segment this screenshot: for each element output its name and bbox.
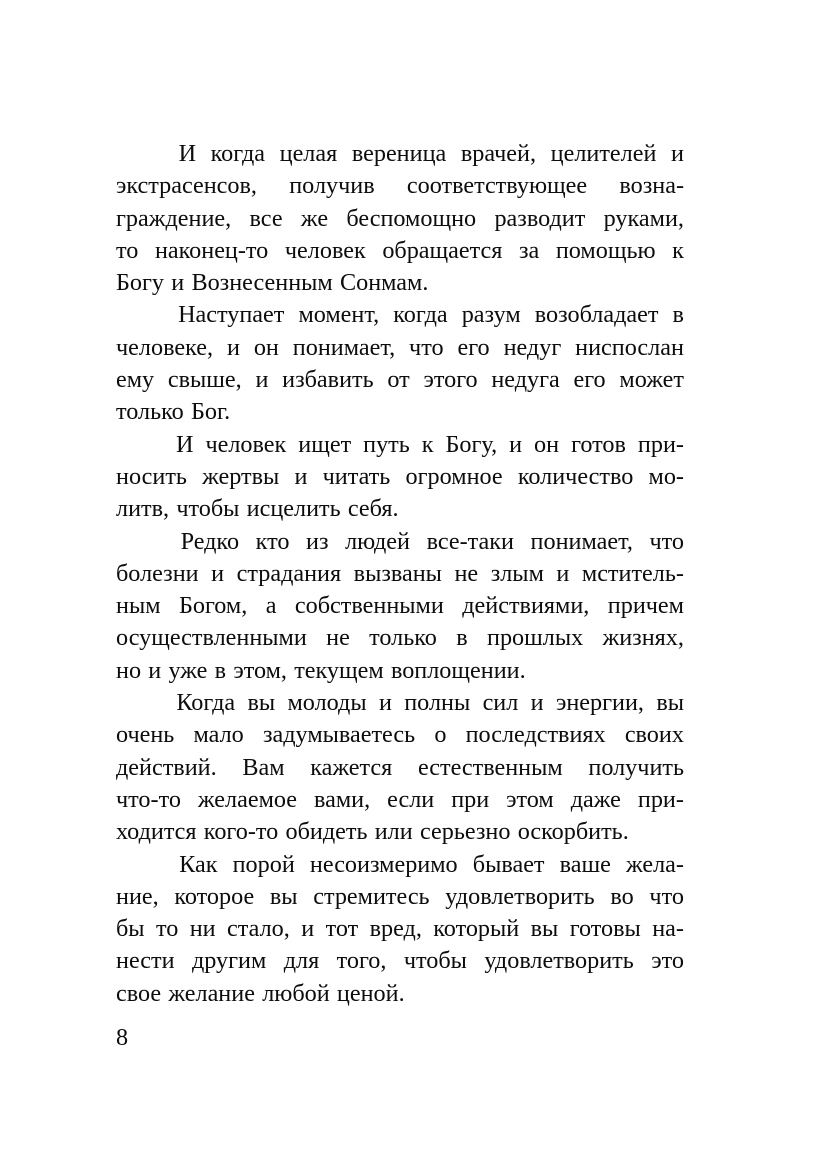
text-line xyxy=(116,170,684,202)
word: во xyxy=(610,882,634,910)
paragraph xyxy=(116,138,684,299)
word: мо- xyxy=(648,462,684,490)
word: Богом, xyxy=(178,592,248,620)
word: даже xyxy=(570,785,621,813)
word: энергии, xyxy=(555,689,644,717)
word: на- xyxy=(652,915,684,943)
word: только xyxy=(369,624,437,652)
word: получить xyxy=(588,753,684,781)
text-line xyxy=(116,364,684,396)
word: воплощении. xyxy=(390,656,526,684)
word: врачей, xyxy=(460,140,537,167)
word: от xyxy=(387,366,410,394)
word: этом xyxy=(506,785,554,813)
word: в xyxy=(214,656,227,684)
word: и xyxy=(378,689,392,717)
word: понимает, xyxy=(530,527,633,555)
word: которое xyxy=(174,882,255,910)
word: И xyxy=(175,430,194,458)
word: Вам xyxy=(242,753,285,781)
word: что xyxy=(409,333,444,361)
word: если xyxy=(387,785,435,813)
word: жертвы xyxy=(202,462,280,490)
word: когда xyxy=(210,140,266,167)
text-line xyxy=(116,913,684,945)
text-line xyxy=(116,978,684,1010)
word: и xyxy=(301,915,315,943)
word: естественным xyxy=(417,753,563,781)
word: Богу xyxy=(116,269,164,297)
word: любой xyxy=(262,979,330,1007)
text-line xyxy=(116,622,684,654)
word: целая xyxy=(279,140,338,167)
word: Вознесенным xyxy=(191,269,333,297)
word: кажется xyxy=(310,753,393,781)
word: момент, xyxy=(298,301,380,329)
word: свыше, xyxy=(167,366,242,394)
word: стало, xyxy=(227,915,290,943)
word: Сонмам. xyxy=(339,269,429,297)
word: а xyxy=(265,592,277,620)
word: и xyxy=(530,689,544,717)
word: причем xyxy=(607,592,684,620)
text-line xyxy=(116,235,684,267)
word: помощью xyxy=(555,236,656,264)
word: из xyxy=(306,527,329,555)
word: серьезно xyxy=(419,818,511,846)
word: того, xyxy=(336,947,387,975)
word: экстрасенсов, xyxy=(116,172,257,200)
text-line xyxy=(116,203,684,235)
word: бывает xyxy=(472,850,545,878)
word: ным xyxy=(116,592,161,620)
word: но xyxy=(116,656,142,684)
word: молоды xyxy=(287,689,367,717)
word: что xyxy=(649,527,684,555)
word: вы xyxy=(530,915,559,943)
word: своих xyxy=(624,721,684,749)
word: мало xyxy=(193,721,244,749)
word: вами, xyxy=(314,785,371,813)
word: и xyxy=(509,430,523,458)
word: текущем xyxy=(294,656,384,684)
word: литв, xyxy=(116,495,170,523)
paragraph xyxy=(116,526,684,687)
word: читать xyxy=(322,462,391,490)
word: нести xyxy=(116,947,175,975)
word: носить xyxy=(116,462,187,490)
word: последствиях xyxy=(465,721,606,749)
word: понимает, xyxy=(292,333,396,361)
text-line xyxy=(116,945,684,977)
word: человеке, xyxy=(116,333,214,361)
word: разум xyxy=(461,301,521,329)
word: уже xyxy=(168,656,208,684)
word: и xyxy=(211,559,225,587)
word: желаемое xyxy=(197,785,298,813)
word: в xyxy=(456,624,468,652)
word: Когда xyxy=(176,689,236,717)
word: Богу, xyxy=(445,430,498,458)
text-line xyxy=(116,558,684,590)
word: и xyxy=(171,269,185,297)
word: вы xyxy=(656,689,684,717)
word: обидеть xyxy=(285,818,368,846)
word: все-таки xyxy=(426,527,514,555)
word: исцелить xyxy=(246,495,341,523)
word: и xyxy=(148,656,162,684)
word: он xyxy=(253,333,279,361)
word: получив xyxy=(289,172,375,200)
text-line xyxy=(116,299,684,331)
word: действиями, xyxy=(462,592,590,620)
word: он xyxy=(534,430,560,458)
word: себя. xyxy=(347,495,399,523)
paragraph xyxy=(116,849,684,1010)
word: ему xyxy=(116,366,155,394)
text-line xyxy=(116,396,684,428)
word: стремитесь xyxy=(313,882,430,910)
word: злым xyxy=(490,559,544,587)
word: этого xyxy=(423,366,478,394)
word: при- xyxy=(637,785,684,813)
word: бы xyxy=(116,915,145,943)
word: разводит xyxy=(494,204,586,232)
word: действий. xyxy=(116,753,217,781)
word: целителей xyxy=(550,140,657,167)
word: возобладает xyxy=(534,301,659,329)
word: ниспослан xyxy=(575,333,684,361)
word: о xyxy=(434,721,447,749)
word: ищет xyxy=(298,430,352,458)
word: граждение, xyxy=(116,204,232,232)
word: чтобы xyxy=(403,947,467,975)
word: человек xyxy=(205,430,287,458)
word: собственными xyxy=(294,592,444,620)
word: при- xyxy=(637,430,684,458)
word: недуг xyxy=(503,333,562,361)
text-line xyxy=(116,784,684,816)
word: соответствующее xyxy=(406,172,588,200)
word: количество xyxy=(517,462,634,490)
word: наконец-то xyxy=(154,236,269,264)
word: очень xyxy=(116,721,175,749)
text-line xyxy=(116,590,684,622)
word: его xyxy=(457,333,490,361)
word: задумываетесь xyxy=(262,721,416,749)
word: то xyxy=(116,236,139,264)
word: обращается xyxy=(382,236,503,264)
word: желание xyxy=(168,979,255,1007)
word: готовы xyxy=(569,915,641,943)
word: и xyxy=(255,366,269,394)
word: за xyxy=(518,236,540,264)
word: мститель- xyxy=(581,559,684,587)
paragraph xyxy=(116,299,684,428)
word: и xyxy=(294,462,308,490)
word: при xyxy=(451,785,490,813)
word: удовлетворить xyxy=(484,947,634,975)
word: прошлых xyxy=(487,624,584,652)
word: страдания xyxy=(236,559,342,587)
text-line xyxy=(116,687,684,719)
text-line xyxy=(116,881,684,913)
word: в xyxy=(672,301,684,329)
paragraph xyxy=(116,687,684,848)
paragraph xyxy=(116,429,684,526)
word: ценой. xyxy=(336,979,405,1007)
word: ваше xyxy=(559,850,611,878)
text-line xyxy=(116,461,684,493)
word: Бог. xyxy=(191,398,231,426)
word: к xyxy=(672,236,684,264)
page-number: 8 xyxy=(116,1024,129,1051)
word: может xyxy=(619,366,684,394)
word: и xyxy=(670,140,684,167)
word: вы xyxy=(247,689,276,717)
word: для xyxy=(283,947,320,975)
word: Как xyxy=(179,850,218,878)
word: вред, xyxy=(369,915,422,943)
word: возна- xyxy=(619,172,684,200)
word: сил xyxy=(482,689,519,717)
word: не xyxy=(326,624,350,652)
word: все xyxy=(249,204,283,232)
word: не xyxy=(454,559,479,587)
word: оскорбить. xyxy=(517,818,629,846)
word: путь xyxy=(363,430,410,458)
word: что-то xyxy=(116,785,181,813)
text-line xyxy=(116,332,684,364)
text-line xyxy=(116,138,684,170)
word: порой xyxy=(232,850,295,878)
word: кого-то xyxy=(203,818,279,846)
word: то xyxy=(155,915,179,943)
word: это xyxy=(651,947,684,975)
text-line xyxy=(116,752,684,784)
word: недуга xyxy=(491,366,560,394)
word: вереница xyxy=(351,140,447,167)
text-line xyxy=(116,849,684,881)
word: этом, xyxy=(233,656,287,684)
word: его xyxy=(573,366,606,394)
word: чтобы xyxy=(176,495,240,523)
word: избавить xyxy=(282,366,374,394)
word: полны xyxy=(404,689,471,717)
word: что xyxy=(649,882,684,910)
word: кто xyxy=(255,527,290,555)
word: вызваны xyxy=(353,559,442,587)
word: человек xyxy=(284,236,366,264)
text-line xyxy=(116,655,684,687)
word: болезни xyxy=(116,559,199,587)
word: жела- xyxy=(625,850,684,878)
word: огромное xyxy=(405,462,503,490)
word: и xyxy=(556,559,570,587)
word: руками, xyxy=(603,204,684,232)
word: удовлетворить xyxy=(445,882,595,910)
word: Наступает xyxy=(178,301,285,329)
word: беспомощно xyxy=(346,204,477,232)
word: жизнях, xyxy=(602,624,684,652)
word: или xyxy=(374,818,413,846)
word: ни xyxy=(189,915,216,943)
word: к xyxy=(421,430,434,458)
word: ние, xyxy=(116,882,159,910)
word: вы xyxy=(269,882,298,910)
word: тот xyxy=(325,915,359,943)
text-line xyxy=(116,493,684,525)
word: несоизмеримо xyxy=(309,850,458,878)
word: свое xyxy=(116,979,162,1007)
text-line xyxy=(116,816,684,848)
word: осуществленными xyxy=(116,624,307,652)
text-line xyxy=(116,429,684,461)
word: только xyxy=(116,398,184,426)
page-body-text xyxy=(116,138,684,1010)
word: ходится xyxy=(116,818,197,846)
word: людей xyxy=(345,527,410,555)
word: же xyxy=(300,204,329,232)
word: который xyxy=(433,915,520,943)
word: И xyxy=(178,140,197,167)
word: и xyxy=(226,333,240,361)
text-line xyxy=(116,267,684,299)
text-line xyxy=(116,719,684,751)
word: Редко xyxy=(180,527,240,555)
word: когда xyxy=(393,301,448,329)
word: другим xyxy=(191,947,267,975)
text-line xyxy=(116,526,684,558)
word: готов xyxy=(571,430,626,458)
